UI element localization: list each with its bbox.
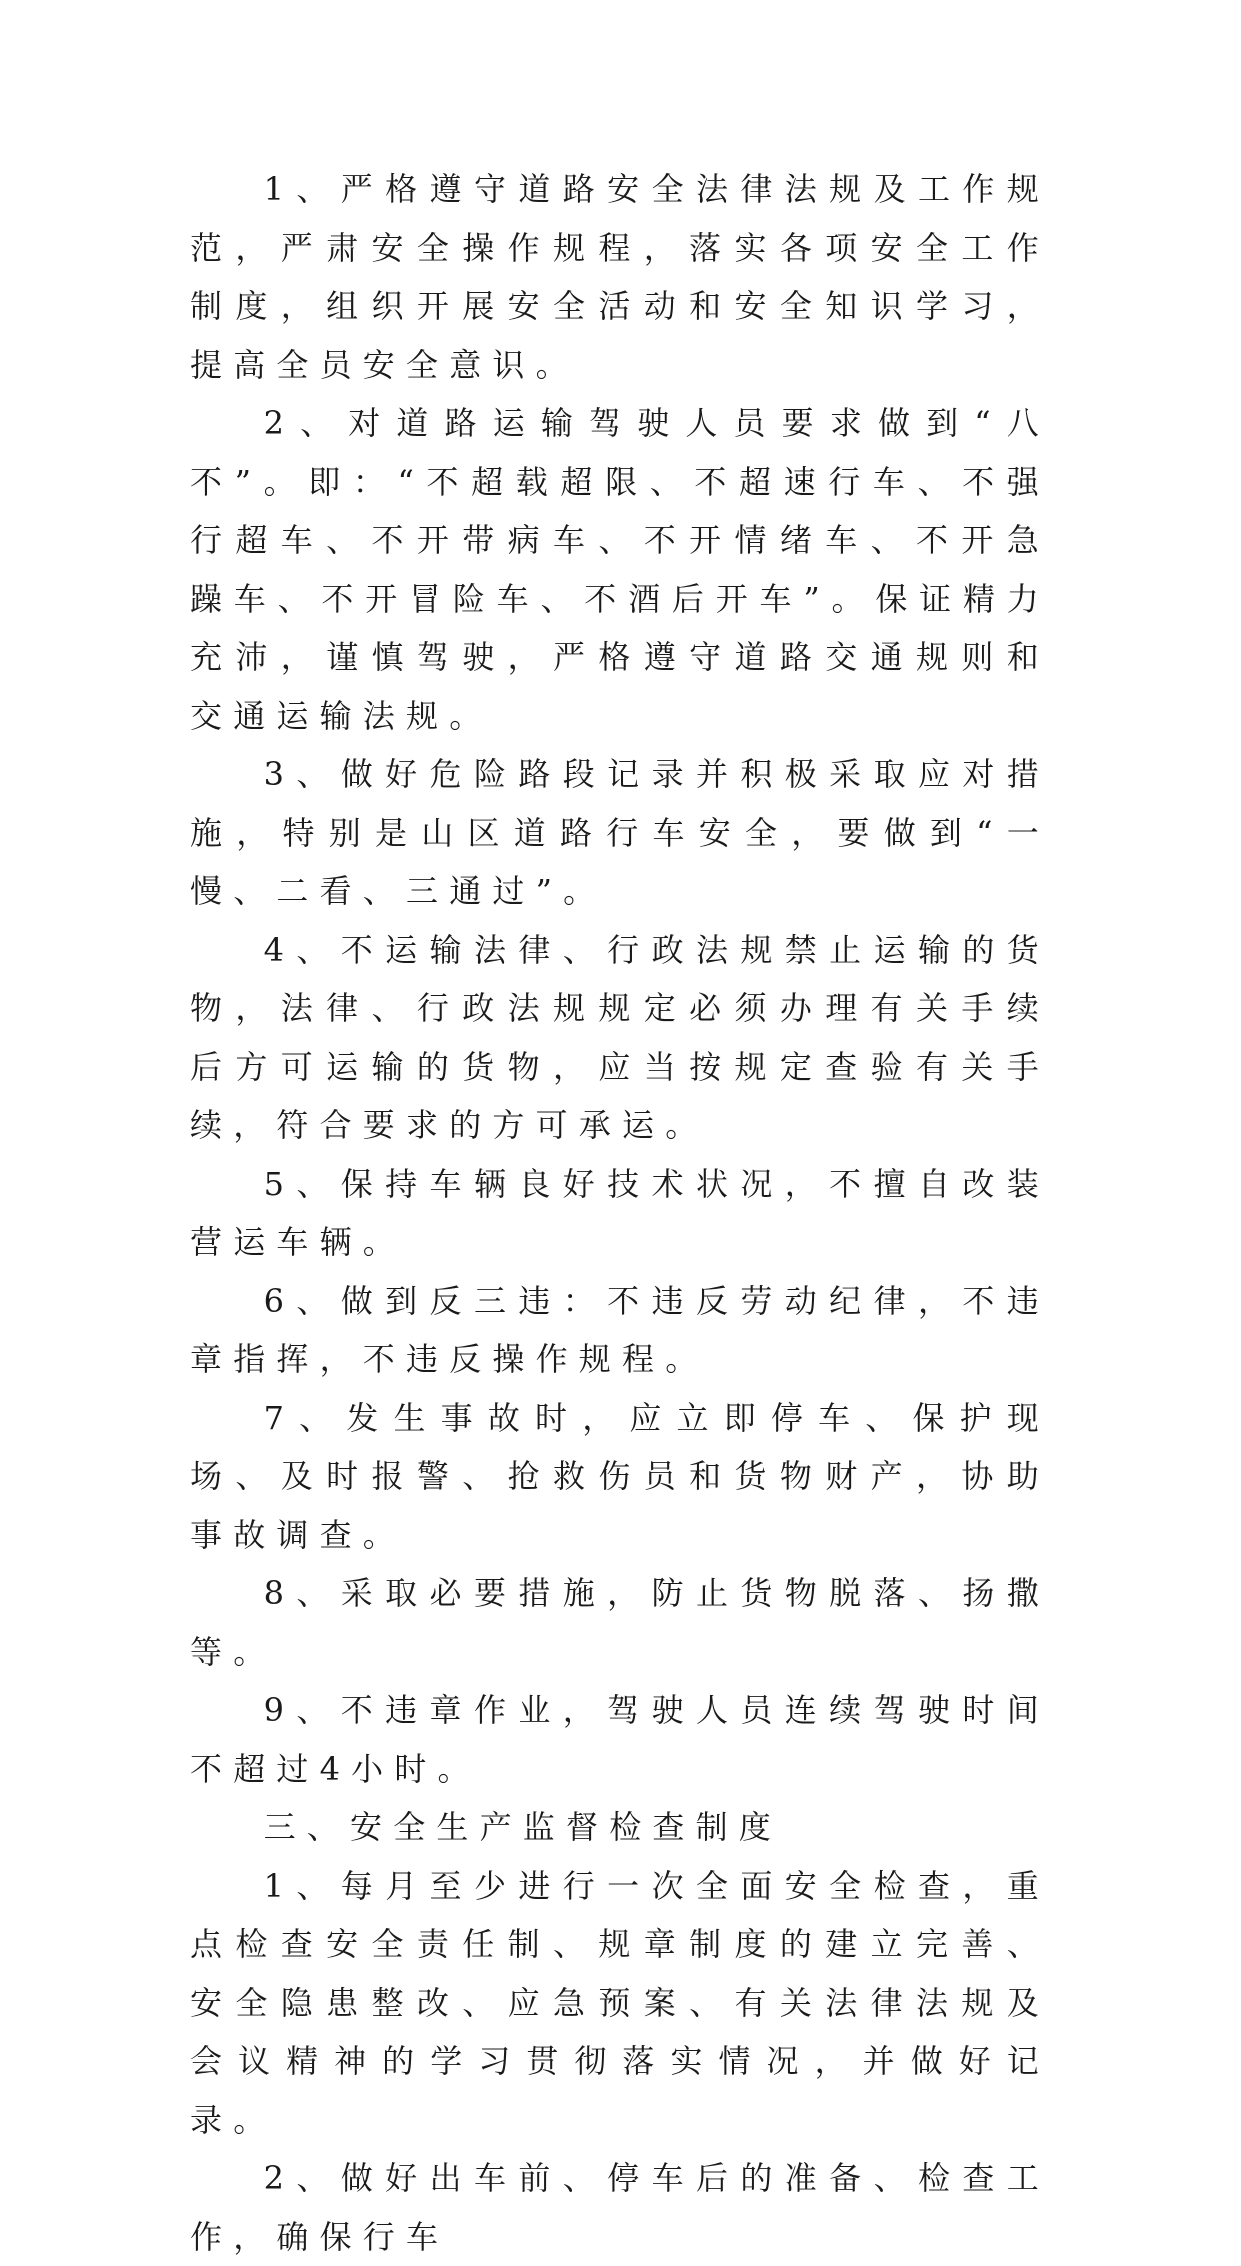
paragraph-item-1: 1、严格遵守道路安全法律法规及工作规范，严肃安全操作规程，落实各项安全工作制度，组织开展安全活动和安全知识学习，提高全员安全意识。 (190, 170, 1050, 384)
paragraph-item-3: 3、做好危险路段记录并积极采取应对措施，特别是山区道路行车安全，要做到“一慢、二看、三通过”。 (190, 755, 1050, 910)
paragraph-item-9: 9、不违章作业，驾驶人员连续驾驶时间不超过4小时。 (190, 1691, 1050, 1788)
paragraph-item-8: 8、采取必要措施，防止货物脱落、扬撒等。 (190, 1574, 1050, 1671)
paragraph-item-5: 5、保持车辆良好技术状况，不擅自改装营运车辆。 (190, 1164, 1050, 1261)
paragraph-item-4: 4、不运输法律、行政法规禁止运输的货物，法律、行政法规规定必须办理有关手续后方可运输的货物，应当按规定查验有关手续，符合要求的方可承运。 (190, 930, 1050, 1144)
paragraph-item-2: 2、对道路运输驾驶人员要求做到“八不”。即：“不超载超限、不超速行车、不强行超车、不开带病车、不开情绪车、不开急躁车、不开冒险车、不酒后开车”。保证精力充沛，谨慎驾驶，严格遵守道路交通规则和交通运输法规。 (190, 404, 1050, 735)
document-body (190, 160, 1050, 2266)
paragraph-item-7: 7、发生事故时，应立即停车、保护现场、及时报警、抢救伤员和货物财产，协助事故调查。 (190, 1398, 1050, 1554)
paragraph-item-10: 1、每月至少进行一次全面安全检查，重点检查安全责任制、规章制度的建立完善、安全隐患整改、应急预案、有关法律法规及会议精神的学习贯彻落实情况，并做好记录。 (190, 1866, 1050, 2139)
paragraph-item-11: 2、做好出车前、停车后的准备、检查工作，确保行车 (190, 2159, 1050, 2256)
section-heading: 三、安全生产监督检查制度 (263, 1808, 782, 1846)
paragraph-item-6: 6、做到反三违：不违反劳动纪律，不违章指挥，不违反操作规程。 (190, 1281, 1050, 1378)
